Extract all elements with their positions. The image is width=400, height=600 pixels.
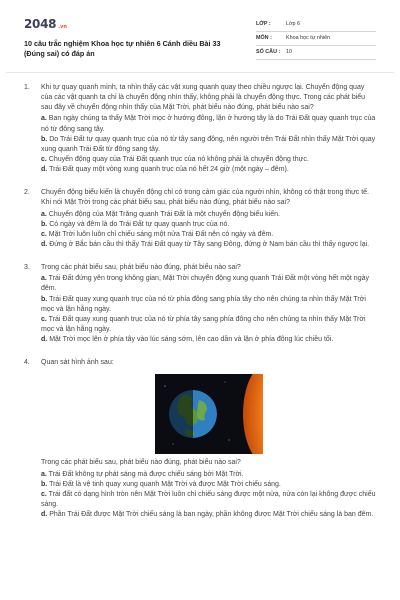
question-stem-secondary: Trong các phát biểu sau, phát biểu nào đúng, phát biểu nào sai?	[41, 459, 241, 467]
question-stem: Trong các phát biểu sau, phát biểu nào đúng, phát biểu nào sai?	[41, 264, 241, 272]
option-text: Mặt Trời luôn luôn chỉ chiếu sáng một nửa Trái Đất nên có ngày và đêm.	[48, 230, 274, 238]
option-letter: c.	[41, 230, 47, 238]
option-letter: b.	[41, 295, 48, 303]
question-body	[41, 188, 376, 250]
option-b	[41, 295, 376, 315]
option-d	[41, 240, 376, 250]
question-stem: Chuyển động biểu kiến là chuyển động chỉ có trong cảm giác của người nhìn, không có thật trong thực tế. Khi nói Mặt Trời trong các phát biểu sau, phát biểu nào đúng, phát biểu nào sai?	[41, 189, 370, 207]
meta-row-grade	[256, 18, 376, 32]
option-text: Ban ngày chúng ta thấy Mặt Trời mọc ở hướng đông, lặn ở hướng tây là do Trái Đất quay quanh trục của nó từ đông sang tây.	[41, 115, 376, 133]
header-left	[24, 16, 234, 70]
option-letter: d.	[41, 336, 48, 344]
question-stem: Quan sát hình ảnh sau:	[41, 359, 114, 367]
option-text: Chuyển động quay của Trái Đất quanh trục của nó không phải là chuyển động thực.	[48, 155, 309, 163]
option-b	[41, 220, 376, 230]
question-body	[41, 263, 376, 345]
option-letter: b.	[41, 135, 48, 143]
option-b	[41, 480, 376, 490]
option-letter: d.	[41, 240, 48, 248]
option-a	[41, 210, 376, 220]
logo-number: 2048	[24, 17, 57, 31]
question-number: 1.	[24, 84, 30, 91]
meta-row-subject	[256, 32, 376, 46]
meta-value: 10	[286, 48, 292, 55]
option-text: Trái Đất quay xung quanh trục của nó từ phía tây sang phía đông cho nên chúng ta nhìn thấy Mặt Trời mọc và lặn hằng ngày.	[41, 315, 366, 333]
question-stem: Khi tự quay quanh mình, ta nhìn thấy các vật xung quanh quay theo chiều ngược lại. Chuyển động quay của các vật quanh ta chỉ là chuyển động nhìn thấy, không phải là chuyển động thực. Trong các phát biểu sau đây về chuyển động nhìn thấy của Mặt Trời, phát biểu nào đúng, phát biểu nào sai?	[41, 84, 366, 112]
question-body	[41, 358, 376, 520]
option-letter: c.	[41, 315, 47, 323]
meta-label: SỐ CÂU :	[256, 48, 281, 55]
option-d	[41, 510, 376, 520]
star-icon	[172, 444, 173, 445]
meta-row-count	[256, 46, 376, 60]
option-letter: a.	[41, 210, 47, 218]
option-c	[41, 490, 376, 510]
option-letter: d.	[41, 511, 48, 519]
question-number: 2.	[24, 189, 30, 197]
option-a	[41, 114, 376, 134]
option-letter: b.	[41, 220, 48, 228]
question-2	[24, 188, 376, 250]
option-d	[41, 165, 376, 175]
option-c	[41, 155, 376, 165]
question-4	[24, 358, 376, 520]
option-letter: d.	[41, 166, 48, 174]
meta-value: Lớp 6	[286, 20, 301, 27]
option-text: Trái Đất đứng yên trong không gian, Mặt Trời chuyển động xung quanh Trái Đất một vòng hết một ngày đêm.	[41, 275, 369, 293]
question-body	[41, 83, 376, 175]
star-icon	[164, 386, 165, 387]
meta-table	[256, 18, 376, 70]
option-text: Trái Đất quay một vòng xung quanh trục của nó hết 24 giờ (một ngày – đêm).	[49, 166, 289, 174]
meta-value: Khoa học tự nhiên	[286, 34, 331, 41]
option-text: Mặt Trời mọc lên ở phía tây vào lúc sáng sớm, lên cao dần và lặn ở phía đông lúc chiều tối.	[49, 336, 334, 344]
question-3	[24, 263, 376, 345]
option-d	[41, 335, 376, 345]
star-icon	[228, 440, 229, 441]
question-1	[24, 83, 376, 175]
document-title: 10 câu trắc nghiệm Khoa học tự nhiên 6 Cánh diều Bài 33 (Đúng sai) có đáp án	[24, 39, 221, 59]
logo-suffix: .vn	[58, 24, 67, 30]
page-header	[6, 0, 394, 70]
option-text: Chuyển động của Mặt Trăng quanh Trái Đất là một chuyển động biểu kiến.	[48, 210, 280, 218]
option-c	[41, 315, 376, 335]
option-b	[41, 135, 376, 155]
question-number: 3.	[24, 264, 30, 272]
option-text: Trái đất có dạng hình tròn nên Mặt Trời luôn chỉ chiếu sáng được một nửa, nửa còn lại không được chiếu sáng.	[41, 490, 376, 508]
option-text: Đứng ở Bắc bán cầu thì thấy Trái Đất quay từ Tây sang Đông, đứng ở Nam bán cầu thì thấy ngược lại.	[49, 240, 370, 248]
option-text: Trái Đất quay xung quanh trục của nó từ phía đông sang phía tây cho nên chúng ta nhìn thấy Mặt Trời mọc và lặn hằng ngày.	[41, 295, 366, 313]
star-icon	[224, 382, 225, 383]
earth-sun-illustration	[41, 374, 376, 454]
option-letter: a.	[41, 115, 47, 123]
option-text: Do Trái Đất tự quay quanh trục của nó từ tây sang đông, nên người trên Trái Đất nhìn thấy Mặt Trời quay xung quanh Trái Đất từ đông sang tây.	[41, 135, 376, 153]
option-letter: c.	[41, 155, 47, 163]
option-c	[41, 230, 376, 240]
option-a	[41, 470, 376, 480]
option-text: Trái Đất không tự phát sáng mà được chiếu sáng bởi Mặt Trời.	[48, 470, 244, 478]
meta-label: MÔN :	[256, 34, 272, 41]
option-text: Có ngày và đêm là do Trái Đất tự quay quanh trục của nó.	[49, 220, 230, 228]
option-letter: a.	[41, 470, 47, 478]
option-letter: c.	[41, 490, 47, 498]
option-text: Phần Trái Đất được Mặt Trời chiếu sáng là ban ngày, phần không được Mặt Trời chiếu sáng là ban đêm.	[49, 511, 374, 519]
option-a	[41, 274, 376, 294]
site-logo[interactable]	[24, 16, 234, 33]
option-letter: b.	[41, 480, 48, 488]
option-text: Trái Đất là vệ tinh quay xung quanh Mặt Trời và được Mặt Trời chiếu sáng.	[49, 480, 281, 488]
earth-sun-image	[155, 374, 263, 454]
meta-label: LỚP :	[256, 20, 271, 27]
question-list	[6, 73, 394, 520]
question-number: 4.	[24, 359, 30, 367]
option-letter: a.	[41, 275, 47, 283]
